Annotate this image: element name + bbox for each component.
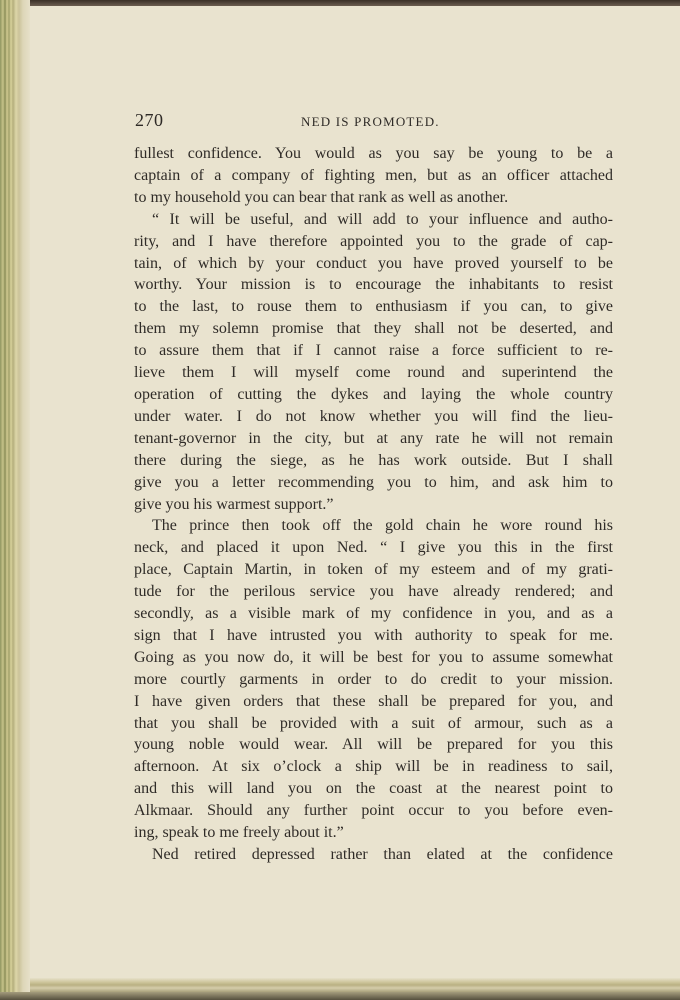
text-line: I have given orders that these shall be prepared for you, and (134, 692, 613, 710)
text-line: captain of a company of fighting men, but as an officer attached (134, 166, 613, 184)
text-line: more courtly garments in order to do credit to your mission. (134, 670, 613, 688)
text-line: tenant-governor in the city, but at any rate he will not remain (134, 429, 613, 447)
text-line: afternoon. At six o’clock a ship will be in readiness to sail, (134, 758, 613, 776)
text-line: that you shall be provided with a suit of armour, such as a (134, 714, 613, 732)
page-bottom-border (30, 978, 680, 992)
page-number: 270 (135, 110, 164, 130)
text-line: give you a letter recommending you to him, and ask him to (134, 473, 613, 491)
text-line: tain, of which by your conduct you have proved yourself to be (134, 254, 613, 272)
text-line: place, Captain Martin, in token of my esteem and of my grati- (134, 561, 613, 579)
text-line: to the last, to rouse them to enthusiasm if you can, to give (134, 298, 613, 316)
text-line: sign that I have intrusted you with authority to speak for me. (134, 626, 613, 644)
text-line: there during the siege, as he has work outside. But I shall (134, 451, 613, 469)
running-head: NED IS PROMOTED. (301, 114, 440, 129)
text-line: Going as you now do, it will be best for you to assume somewhat (134, 648, 613, 666)
text-line: to assure them that if I cannot raise a force sufficient to re- (134, 342, 613, 360)
text-line: lieve them I will myself come round and superintend the (134, 364, 613, 382)
text-line: secondly, as a visible mark of my confidence in you, and as a (134, 605, 613, 623)
page-top-edge (0, 0, 680, 6)
text-line: Alkmaar. Should any further point occur to you before even- (134, 802, 613, 820)
text-line: under water. I do not know whether you will find the lieu- (134, 407, 613, 425)
text-line: Ned retired depressed rather than elated at the confidence (152, 846, 613, 863)
text-line: and this will land you on the coast at the nearest point to (134, 780, 613, 798)
text-line: fullest confidence. You would as you say be young to be a (134, 145, 613, 162)
text-line: them my solemn promise that they shall not be deserted, and (134, 320, 613, 338)
text-line: “ It will be useful, and will add to your influence and autho- (152, 210, 613, 228)
text-line: The prince then took off the gold chain he wore round his (152, 517, 613, 535)
page-gutter (0, 0, 30, 1000)
text-line: neck, and placed it upon Ned. “ I give you this in the first (134, 539, 613, 557)
text-line: young noble would wear. All will be prepared for you this (134, 736, 613, 754)
text-line: give you his warmest support.” (134, 495, 334, 513)
text-line: ing, speak to me freely about it.” (134, 824, 344, 842)
text-line: worthy. Your mission is to encourage the inhabitants to resist (134, 276, 613, 294)
body-text (134, 143, 613, 866)
text-line: rity, and I have therefore appointed you to the grade of cap- (134, 232, 613, 250)
text-line: tude for the perilous service you have already rendered; and (134, 583, 613, 601)
text-line: to my household you can bear that rank as well as another. (134, 188, 509, 206)
page-header (135, 110, 613, 136)
page-bottom-edge (0, 992, 680, 1000)
text-line: operation of cutting the dykes and laying the whole country (134, 385, 613, 403)
